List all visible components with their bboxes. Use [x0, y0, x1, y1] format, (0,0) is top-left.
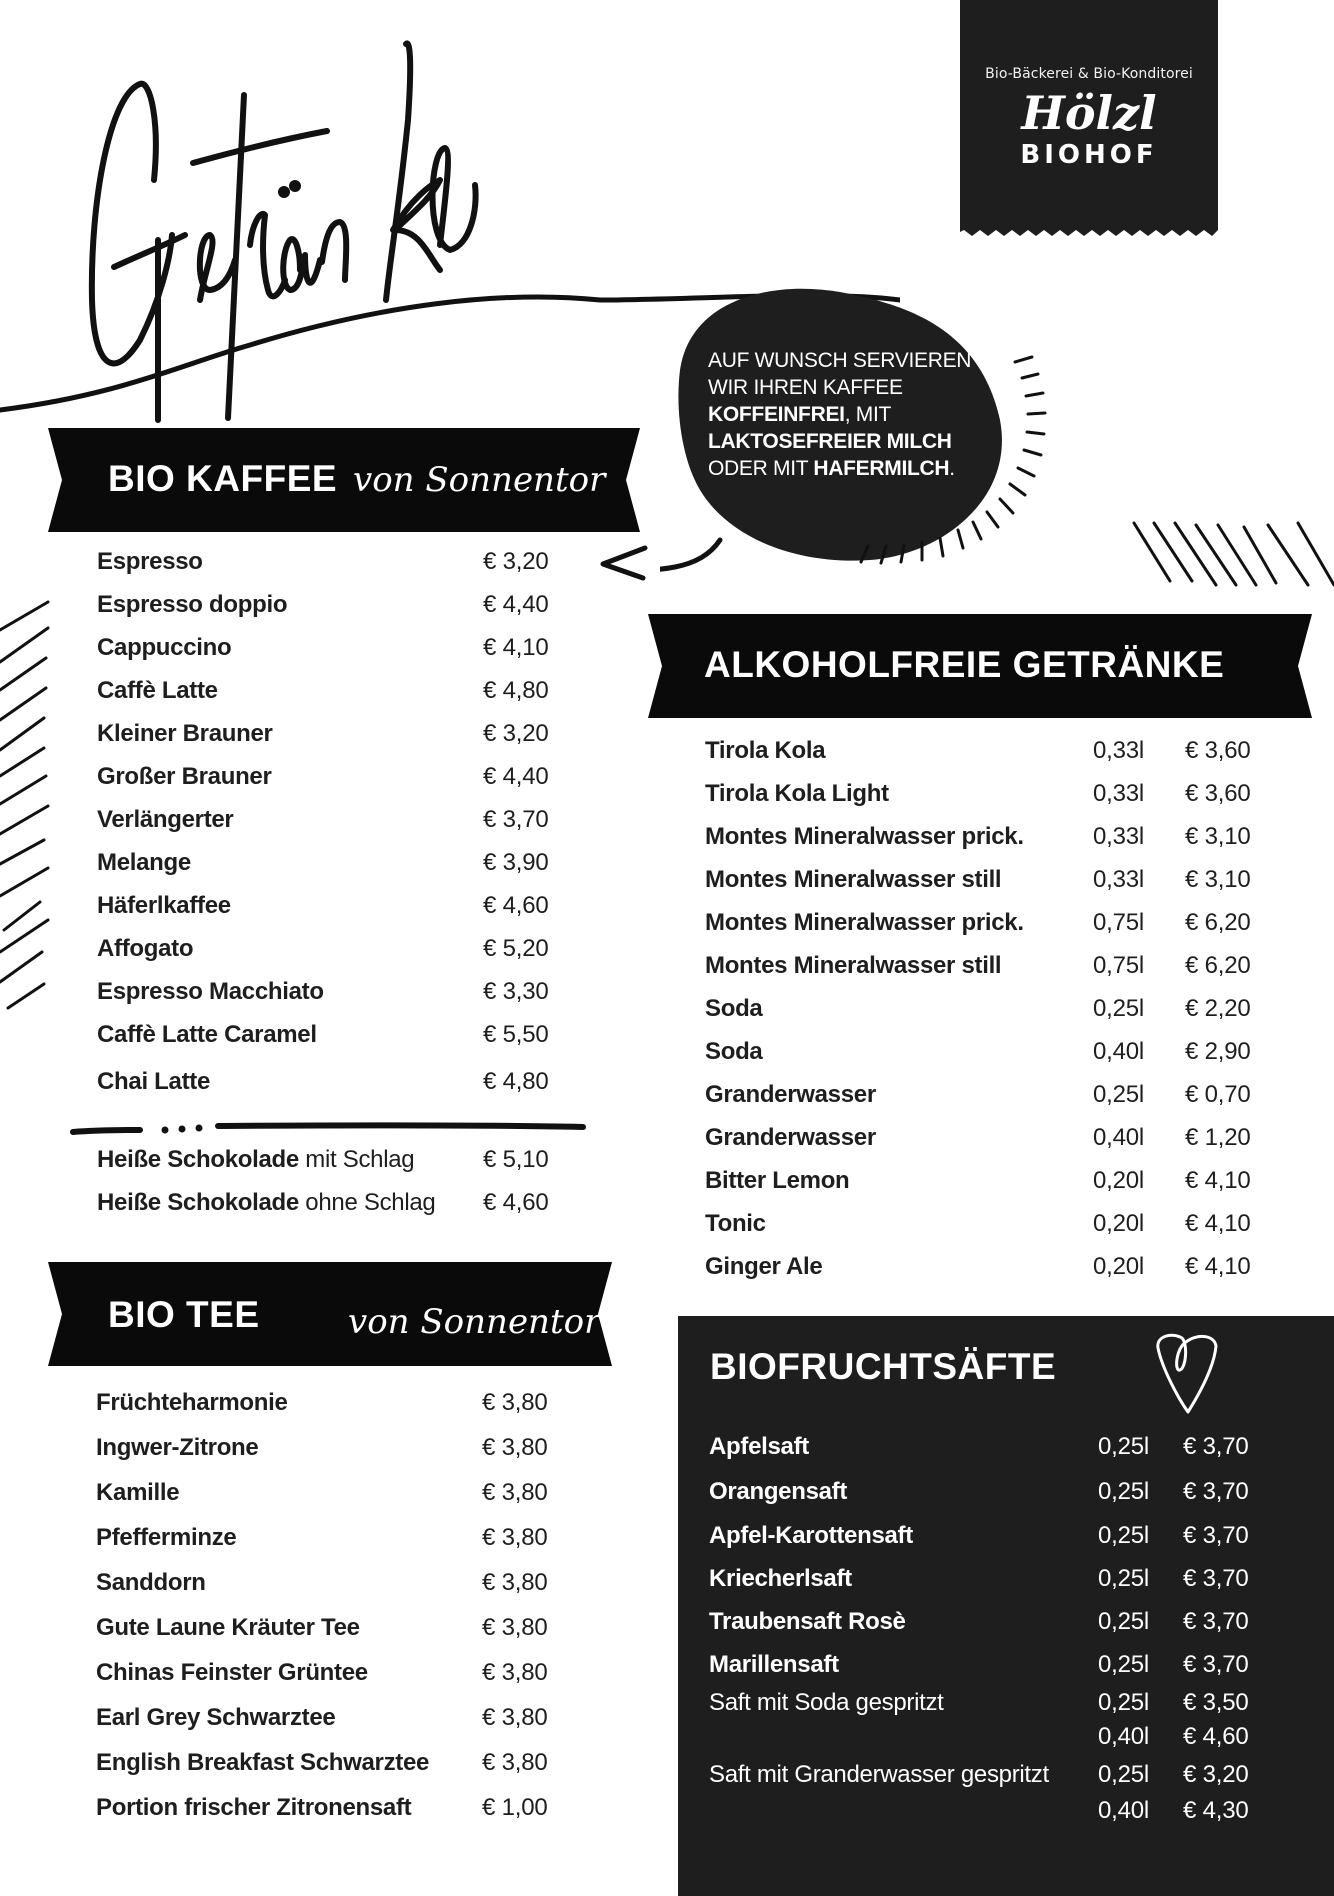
- menu-item: [705, 1159, 1305, 1202]
- tea-section-banner: [48, 1262, 612, 1366]
- item-size: 0,25l: [1098, 1607, 1150, 1635]
- menu-item: [96, 1785, 566, 1830]
- item-name: Tonic: [705, 1209, 766, 1237]
- item-name: Caffè Latte Caramel: [97, 1020, 317, 1048]
- item-price: € 4,10: [1185, 1252, 1251, 1280]
- item-name: Chinas Feinster Grüntee: [96, 1658, 368, 1686]
- coffee-section-banner: [48, 428, 640, 532]
- item-size: 0,40l: [1093, 1123, 1145, 1151]
- item-name: Portion frischer Zitronensaft: [96, 1793, 412, 1821]
- item-name: Espresso Macchiato: [97, 977, 324, 1005]
- item-size: 0,75l: [1093, 951, 1145, 979]
- item-price: € 3,80: [482, 1658, 548, 1686]
- item-price: € 2,90: [1185, 1037, 1251, 1065]
- item-name: Granderwasser: [705, 1123, 876, 1151]
- item-name: Sanddorn: [96, 1568, 206, 1596]
- menu-item: [709, 1557, 1309, 1600]
- item-price: € 3,20: [1183, 1761, 1249, 1788]
- item-size: 0,20l: [1093, 1252, 1145, 1280]
- tea-section-title: BIO TEE: [108, 1294, 260, 1335]
- item-size: 0,25l: [1098, 1761, 1150, 1788]
- item-name: Bitter Lemon: [705, 1166, 850, 1194]
- item-name: Cappuccino: [97, 633, 232, 661]
- item-price: € 3,70: [483, 805, 549, 833]
- item-name: Ginger Ale: [705, 1252, 823, 1280]
- item-price: € 4,80: [483, 676, 549, 704]
- item-price: € 3,10: [1185, 865, 1251, 893]
- menu-item: [97, 927, 567, 970]
- note-bold: KOFFEINFREI: [708, 403, 845, 426]
- menu-item: [97, 540, 567, 583]
- item-price: € 4,10: [1185, 1209, 1251, 1237]
- note-line: WIR IHREN KAFFEE: [708, 376, 903, 399]
- item-price: € 3,70: [1183, 1477, 1249, 1505]
- tea-list: [96, 1380, 566, 1830]
- item-size: 0,40l: [1093, 1037, 1145, 1065]
- item-price: € 3,80: [482, 1748, 548, 1776]
- menu-item: [96, 1740, 566, 1785]
- menu-item: [96, 1515, 566, 1560]
- item-name: Gute Laune Kräuter Tee: [96, 1613, 360, 1641]
- item-price: € 4,40: [483, 762, 549, 790]
- item-name: Earl Grey Schwarztee: [96, 1703, 336, 1731]
- item-name: Tirola Kola: [705, 736, 826, 764]
- menu-item: [705, 1073, 1305, 1116]
- menu-item: [705, 858, 1305, 901]
- item-name: Soda: [705, 1037, 763, 1065]
- juices-panel: [678, 1316, 1334, 1896]
- item-price: € 3,60: [1185, 779, 1251, 807]
- menu-item: [709, 1514, 1309, 1557]
- note-text: [708, 347, 998, 482]
- item-price: € 3,70: [1183, 1521, 1249, 1549]
- menu-item: [705, 944, 1305, 987]
- item-size: 0,20l: [1093, 1166, 1145, 1194]
- item-size: 0,25l: [1098, 1521, 1150, 1549]
- item-name: English Breakfast Schwarztee: [96, 1748, 430, 1776]
- item-price: € 5,20: [483, 934, 549, 962]
- menu-item: [709, 1643, 1309, 1686]
- item-name: Montes Mineralwasser still: [705, 865, 1002, 893]
- menu-item: [97, 669, 567, 712]
- item-price: € 4,30: [1183, 1797, 1249, 1824]
- item-name: Früchteharmonie: [96, 1388, 288, 1416]
- menu-item: [97, 1181, 567, 1224]
- menu-item: [97, 583, 567, 626]
- softdrinks-list: [705, 729, 1305, 1288]
- item-variant: mit Schlag: [298, 1145, 415, 1173]
- item-price: € 1,00: [482, 1793, 548, 1821]
- item-name: Traubensaft Rosè: [709, 1607, 906, 1635]
- menu-item: [97, 841, 567, 884]
- coffee-section-title: BIO KAFFEE: [108, 458, 338, 499]
- item-name: [97, 1189, 435, 1217]
- menu-item: [705, 772, 1305, 815]
- item-price: € 2,20: [1185, 994, 1251, 1022]
- menu-item: [96, 1695, 566, 1740]
- item-size: 0,25l: [1098, 1564, 1150, 1592]
- logo-subtitle: Bio-Bäckerei & Bio-Konditorei: [985, 66, 1193, 82]
- menu-item: [97, 1060, 567, 1103]
- softdrinks-section-title: ALKOHOLFREIE GETRÄNKE: [704, 644, 1225, 685]
- item-name: Chai Latte: [97, 1067, 211, 1095]
- item-price: € 3,80: [482, 1568, 548, 1596]
- note-line: [708, 428, 998, 455]
- menu-item: [709, 1754, 1309, 1796]
- menu-item: [97, 626, 567, 669]
- item-name: Espresso: [97, 547, 203, 575]
- item-size: 0,33l: [1093, 865, 1145, 893]
- item-name: Montes Mineralwasser prick.: [705, 822, 1024, 850]
- menu-item: [705, 1030, 1305, 1073]
- item-price: € 3,80: [482, 1478, 548, 1506]
- menu-item: [97, 1138, 567, 1181]
- coffee-section-brand: von Sonnentor: [353, 460, 606, 500]
- menu-item: [97, 755, 567, 798]
- item-name: Espresso doppio: [97, 590, 288, 618]
- item-name: Ingwer-Zitrone: [96, 1433, 259, 1461]
- item-size: 0,40l: [1098, 1723, 1150, 1750]
- item-name: Tirola Kola Light: [705, 779, 889, 807]
- menu-item: [705, 1202, 1305, 1245]
- item-price: € 4,60: [483, 1188, 549, 1216]
- item-price: € 3,30: [483, 977, 549, 1005]
- item-price: € 4,80: [483, 1067, 549, 1095]
- menu-item: [705, 987, 1305, 1030]
- item-price: € 3,70: [1183, 1564, 1249, 1592]
- item-price: € 5,10: [483, 1145, 549, 1173]
- item-name: Verlängerter: [97, 805, 234, 833]
- menu-item: [705, 1245, 1305, 1288]
- menu-item: [97, 798, 567, 841]
- menu-item: [705, 729, 1305, 772]
- decorative-hatch-right: [1130, 515, 1334, 595]
- item-price: € 6,20: [1185, 951, 1251, 979]
- menu-item: [96, 1380, 566, 1425]
- tea-section-brand: von Sonnentor: [348, 1302, 601, 1342]
- item-price: € 3,70: [1183, 1432, 1249, 1460]
- item-price: € 3,10: [1185, 822, 1251, 850]
- item-size: 0,25l: [1093, 994, 1145, 1022]
- item-name: Montes Mineralwasser prick.: [705, 908, 1024, 936]
- menu-item: [97, 970, 567, 1013]
- item-name: Orangensaft: [709, 1477, 848, 1505]
- item-price: € 0,70: [1185, 1080, 1251, 1108]
- item-size: 0,20l: [1093, 1209, 1145, 1237]
- menu-item: [709, 1600, 1309, 1643]
- item-name: Pfefferminze: [96, 1523, 237, 1551]
- note-line: [708, 401, 998, 428]
- item-size: 0,40l: [1098, 1797, 1150, 1824]
- section-divider: [68, 1118, 592, 1140]
- item-name-bold: Heiße Schokolade: [97, 1188, 299, 1216]
- item-name: Kamille: [96, 1478, 180, 1506]
- menu-item: [705, 901, 1305, 944]
- note-line: AUF WUNSCH SERVIEREN: [708, 349, 972, 372]
- item-size: 0,75l: [1093, 908, 1145, 936]
- item-price: € 4,60: [483, 891, 549, 919]
- juices-section-title: BIOFRUCHTSÄFTE: [710, 1346, 1057, 1387]
- item-name: Großer Brauner: [97, 762, 272, 790]
- item-size: 0,25l: [1098, 1650, 1150, 1678]
- item-name: Affogato: [97, 934, 194, 962]
- item-name: Granderwasser: [705, 1080, 876, 1108]
- menu-item: [709, 1686, 1309, 1720]
- menu-item: [96, 1605, 566, 1650]
- heart-icon: [1148, 1328, 1228, 1418]
- note-text-pre: ODER MIT: [708, 457, 814, 480]
- item-name-bold: Heiße Schokolade: [97, 1145, 299, 1173]
- arrow-icon: [595, 540, 655, 590]
- item-price: € 3,20: [483, 719, 549, 747]
- item-name: Kleiner Brauner: [97, 719, 273, 747]
- menu-item: [96, 1470, 566, 1515]
- juices-list: [709, 1424, 1309, 1826]
- item-price: € 3,20: [483, 547, 549, 575]
- item-name: Soda: [705, 994, 763, 1022]
- item-name: Saft mit Granderwasser gespritzt: [709, 1761, 1049, 1788]
- menu-item: [709, 1469, 1309, 1514]
- item-name: Apfel-Karottensaft: [709, 1521, 913, 1549]
- item-name: Melange: [97, 848, 191, 876]
- chocolate-list: [97, 1138, 567, 1224]
- note-bold: HAFERMILCH: [813, 457, 950, 480]
- note-text-rest: , MIT: [844, 403, 892, 426]
- item-price: € 3,90: [483, 848, 549, 876]
- note-line: [708, 455, 998, 482]
- item-price: € 6,20: [1185, 908, 1251, 936]
- item-size: 0,33l: [1093, 822, 1145, 850]
- coffee-list: [97, 540, 567, 1103]
- item-price: € 4,10: [483, 633, 549, 661]
- item-price: € 3,50: [1183, 1689, 1249, 1716]
- item-price: € 4,60: [1183, 1723, 1249, 1750]
- note-text-post: .: [949, 457, 955, 480]
- item-size: 0,25l: [1098, 1689, 1150, 1716]
- decorative-hatch-left: [0, 590, 52, 1010]
- item-price: € 3,80: [482, 1388, 548, 1416]
- brand-logo: [960, 0, 1218, 240]
- menu-item: [96, 1560, 566, 1605]
- item-name: Montes Mineralwasser still: [705, 951, 1002, 979]
- menu-item: [96, 1650, 566, 1695]
- item-size: 0,25l: [1098, 1477, 1150, 1505]
- menu-item: [705, 1116, 1305, 1159]
- softdrinks-section-banner: [648, 614, 1312, 718]
- item-name: Saft mit Soda gespritzt: [709, 1689, 944, 1716]
- item-size: 0,33l: [1093, 779, 1145, 807]
- menu-item-variant: [709, 1720, 1309, 1754]
- item-price: € 3,70: [1183, 1650, 1249, 1678]
- item-size: 0,25l: [1098, 1432, 1150, 1460]
- menu-item: [709, 1424, 1309, 1469]
- menu-item: [96, 1425, 566, 1470]
- menu-item-variant: [709, 1796, 1309, 1826]
- item-price: € 1,20: [1185, 1123, 1251, 1151]
- item-price: € 3,80: [482, 1433, 548, 1461]
- menu-item: [705, 815, 1305, 858]
- menu-item: [97, 884, 567, 927]
- menu-item: [97, 1013, 567, 1056]
- item-name: Häferlkaffee: [97, 891, 231, 919]
- item-price: € 5,50: [483, 1020, 549, 1048]
- item-size: 0,25l: [1093, 1080, 1145, 1108]
- logo-tagline: BIOHOF: [1020, 140, 1158, 170]
- item-price: € 3,80: [482, 1523, 548, 1551]
- item-price: € 4,10: [1185, 1166, 1251, 1194]
- menu-item: [97, 712, 567, 755]
- item-name: [97, 1146, 414, 1174]
- item-name: Caffè Latte: [97, 676, 218, 704]
- item-price: € 3,80: [482, 1613, 548, 1641]
- item-size: 0,33l: [1093, 736, 1145, 764]
- item-variant: ohne Schlag: [298, 1188, 436, 1216]
- item-price: € 3,70: [1183, 1607, 1249, 1635]
- note-bold: LAKTOSEFREIER MILCH: [708, 430, 952, 453]
- item-name: Kriecherlsaft: [709, 1564, 852, 1592]
- item-price: € 4,40: [483, 590, 549, 618]
- item-name: Marillensaft: [709, 1650, 839, 1678]
- item-price: € 3,60: [1185, 736, 1251, 764]
- item-price: € 3,80: [482, 1703, 548, 1731]
- logo-name: Hölzl: [1021, 86, 1157, 140]
- item-name: Apfelsaft: [709, 1432, 809, 1460]
